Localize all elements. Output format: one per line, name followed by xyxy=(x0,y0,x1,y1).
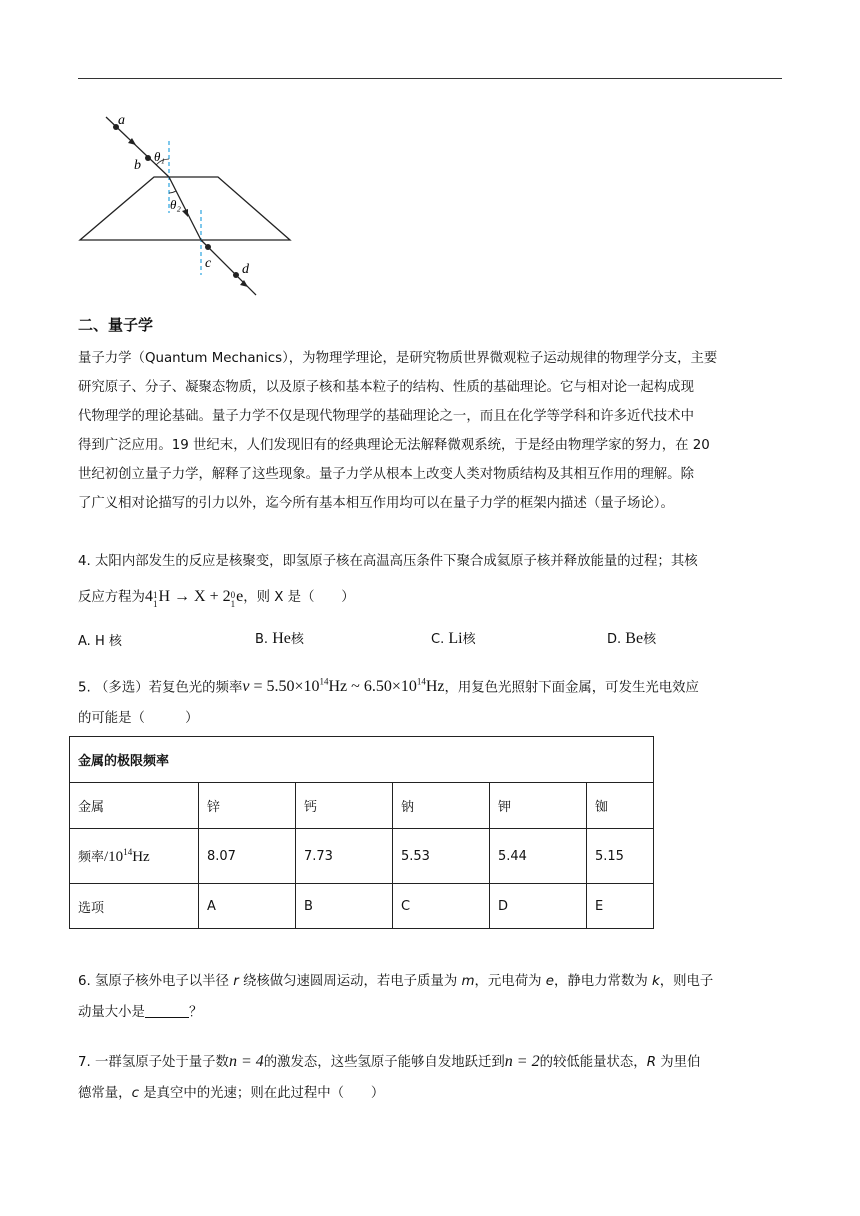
table-cell: D xyxy=(490,884,587,929)
table-cell: 选项 xyxy=(70,884,199,929)
q5-line1: 5. （多选）若复色光的频率$v = 5.50\times 10^{14}Hz$ ~ $6.50\times 10^{14}Hz$，用复色光照射下面金属，可发生光电效应 xyxy=(78,677,699,696)
intro-line: 量子力学（Quantum Mechanics），为物理学理论，是研究物质世界微观粒子运动规律的物理学分支，主要 xyxy=(78,351,718,366)
q4-option-d[interactable]: D. Be核 xyxy=(607,630,657,647)
intro-line: 世纪初创立量子力学，解释了这些现象。量子力学从根本上改变人类对物质结构及其相互作用的理解。除 xyxy=(78,467,694,482)
table-caption: 金属的极限频率 xyxy=(70,737,654,783)
q4-option-a[interactable]: A. H 核 xyxy=(78,634,122,649)
table-cell: 5.53 xyxy=(393,829,490,884)
label-d: d xyxy=(242,262,249,277)
q6-line2: 动量大小是 ？ xyxy=(78,1005,203,1020)
table-cell: C xyxy=(393,884,490,929)
q4-option-c[interactable]: C. Li核 xyxy=(431,630,476,647)
table-cell: 5.15 xyxy=(587,829,654,884)
refraction-figure xyxy=(70,105,310,305)
table-cell: A xyxy=(199,884,296,929)
point-b xyxy=(145,155,151,161)
header-rule xyxy=(78,78,782,79)
eq-arrow: → xyxy=(174,588,191,605)
question-6 xyxy=(78,967,784,1027)
table-cell: 铷 xyxy=(587,783,654,829)
q4-line2 xyxy=(78,582,784,612)
table-cell-freq-label: 频率$/10^{14}Hz$ xyxy=(70,829,199,884)
table-cell: 钠 xyxy=(393,783,490,829)
answer-blank[interactable] xyxy=(145,1003,189,1018)
label-theta2: θ₂ xyxy=(170,197,181,212)
eq-e-coef: 2 xyxy=(222,588,231,605)
question-4 xyxy=(78,547,784,612)
label-theta1: θ₁ xyxy=(154,149,165,164)
eq-e: e xyxy=(236,588,244,605)
intro-line: 研究原子、分子、凝聚态物质，以及原子核和基本粒子的结构、性质的基础理论。它与相对论一起构成现 xyxy=(78,380,694,395)
q4-line1: 4. 太阳内部发生的反应是核聚变，即氢原子核在高温高压条件下聚合成氦原子核并释放能量的过程；其核 xyxy=(78,554,698,569)
question-5 xyxy=(78,668,784,733)
q7-line2: 德常量，c 是真空中的光速；则在此过程中（ ） xyxy=(78,1086,385,1101)
table-row xyxy=(70,829,654,884)
eq-plus: + xyxy=(209,588,219,605)
q6-line1: 6. 氢原子核外电子以半径 r 绕核做匀速圆周运动，若电子质量为 m，元电荷为 e，静电力常数为 k，则电子 xyxy=(78,974,714,989)
table-cell: 锌 xyxy=(199,783,296,829)
fusion-equation xyxy=(144,588,244,609)
label-b: b xyxy=(134,158,141,173)
point-c xyxy=(205,244,211,250)
angle-arc-2 xyxy=(169,191,176,193)
table-cell: B xyxy=(296,884,393,929)
threshold-frequency-table xyxy=(69,736,654,929)
q7-line1: 7. 一群氢原子处于量子数n = 4的激发态，这些氢原子能够自发地跃迁到n = 2的较低能量状态，R 为里伯 xyxy=(78,1053,701,1070)
table-cell: 金属 xyxy=(70,783,199,829)
q5-line2: 的可能是（ ） xyxy=(78,711,199,727)
section-title: 二、量子学 xyxy=(78,316,154,334)
question-7 xyxy=(78,1047,784,1108)
table-row xyxy=(70,884,654,929)
arrow-2 xyxy=(182,209,188,217)
frequency-range: $v = 5.50\times 10^{14}Hz$ ~ $6.50\times 10^{14}Hz$ xyxy=(242,677,445,696)
q4-line2-prefix: 反应方程为 xyxy=(78,590,145,605)
eq-x: X xyxy=(194,588,206,605)
eq-h-nums: 1 1 xyxy=(152,590,158,609)
table-cell: 钙 xyxy=(296,783,393,829)
table-cell: 钾 xyxy=(490,783,587,829)
table-cell: 7.73 xyxy=(296,829,393,884)
intro-paragraph xyxy=(78,344,784,518)
point-d xyxy=(233,272,239,278)
label-c: c xyxy=(205,256,212,271)
intro-line: 代物理学的理论基础。量子力学不仅是现代物理学的基础理论之一，而且在化学等学科和许多近代技术中 xyxy=(78,409,694,424)
q4-option-b[interactable]: B. He核 xyxy=(255,630,304,647)
eq-e-nums: 0 1 xyxy=(230,590,236,609)
eq-coef: 4 xyxy=(144,588,153,605)
table-row xyxy=(70,783,654,829)
intro-line: 了广义相对论描写的引力以外，迄今所有基本相互作用均可以在量子力学的框架内描述（量子场论）。 xyxy=(78,496,674,511)
q4-line2-suffix: ，则 X 是（ ） xyxy=(243,590,355,605)
table-cell: 5.44 xyxy=(490,829,587,884)
eq-h: H xyxy=(158,588,171,605)
label-a: a xyxy=(118,113,125,128)
table-cell: E xyxy=(587,884,654,929)
table-cell: 8.07 xyxy=(199,829,296,884)
intro-line: 得到广泛应用。19 世纪末，人们发现旧有的经典理论无法解释微观系统，于是经由物理学家的努力，在 20 xyxy=(78,438,710,453)
